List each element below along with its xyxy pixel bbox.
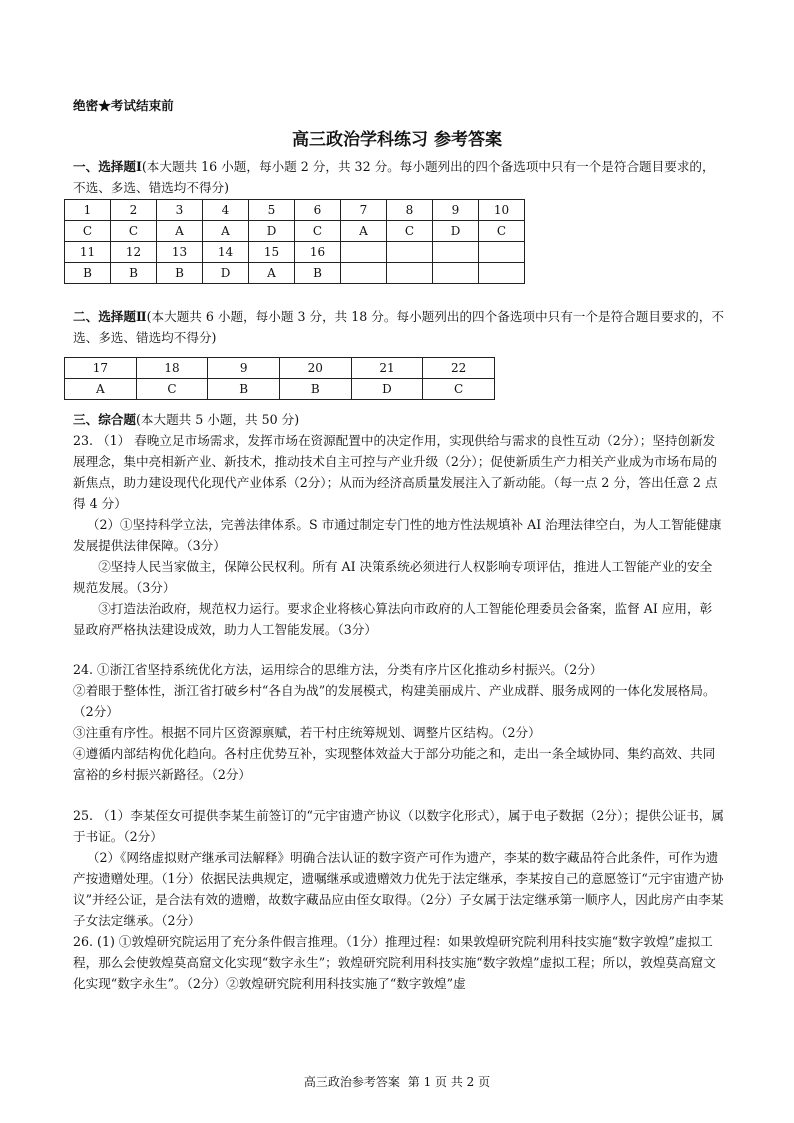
section2-heading: 二、选择题Ⅱ (73, 309, 147, 324)
section3-intro (73, 409, 724, 430)
table-cell: B (157, 263, 203, 284)
table-cell: 8 (387, 200, 433, 221)
table-cell: 5 (249, 200, 295, 221)
table-cell: D (351, 379, 423, 400)
q23-part2: （2）①坚持科学立法，完善法律体系。S 市通过制定专门性的地方性法规填补 AI 治理法律空白，为人工智能健康发展提供法律保障。（3分） (73, 517, 722, 553)
table-row (65, 242, 525, 263)
table-cell: 10 (479, 200, 525, 221)
table-cell: 1 (65, 200, 111, 221)
table-row (65, 200, 525, 221)
table-cell (341, 242, 387, 263)
q24-point2: ②着眼于整体性，浙江省打破乡村“各自为战”的发展模式，构建美丽成片、产业成群、服务成网的一体化发展格局。（2分） (73, 683, 716, 719)
table-cell: 6 (295, 200, 341, 221)
table-cell: A (203, 221, 249, 242)
table-cell: B (295, 263, 341, 284)
table-cell (433, 263, 479, 284)
table-cell: 9 (208, 358, 280, 379)
table-cell: 16 (295, 242, 341, 263)
question-26 (73, 931, 724, 994)
table-cell: C (111, 221, 157, 242)
table-cell: 21 (351, 358, 423, 379)
table-row (65, 263, 525, 284)
section1-description: (本大题共 16 小题，每小题 2 分，共 32 分。每小题列出的四个备选项中只有一个是符合题目要求的，不选、多选、错选均不得分) (73, 159, 715, 195)
q24-point3: ③注重有序性。根据不同片区资源禀赋，若干村庄统筹规划、调整片区结构。（2分） (73, 725, 541, 740)
table-row (65, 221, 525, 242)
table-cell: B (65, 263, 111, 284)
q23-part1: 23. （1） 春晚立足市场需求，发挥市场在资源配置中的决定作用，实现供给与需求的良性互动（2分）；坚持创新发展理念，集中亮相新产业、新技术，推动技术自主可控与产业升级（2分）；促使新质生产力相关产业成为市场布局的新焦点，助力建设现代化现代产业体系（2分）；从而为经济高质量发展注入了新动能。（每一点 2 分，答出任意 2 点得 4 分） (73, 433, 718, 511)
q24-point4: ④遵循内部结构优化趋向。各村庄优势互补，实现整体效益大于部分功能之和，走出一条全域协同、集约高效、共同富裕的乡村振兴新路径。（2分） (73, 746, 716, 782)
table-cell: B (208, 379, 280, 400)
q24-point1: 24. ①浙江省坚持系统优化方法，运用综合的思维方法，分类有序片区化推动乡村振兴。（2分） (73, 662, 603, 677)
section2-description: (本大题共 6 小题，每小题 3 分，共 18 分。每小题列出的四个备选项中只有一个是符合题目要求的，不选、多选、错选均不得分) (73, 309, 724, 345)
q25-part1: 25. （1）李某侄女可提供李某生前签订的“元宇宙遗产协议（以数字化形式），属于电子数据（2分）；提供公证书，属于书证。（2分） (73, 808, 724, 844)
q25-part2: （2）《网络虚拟财产继承司法解释》明确合法认证的数字资产可作为遗产，李某的数字藏品符合此条件，可作为遗产按遗赠处理。（1分）依据民法典规定，遗嘱继承或遗赠效力优先于法定继承，李某按自己的意愿签订“元宇宙遗产协议”并经公证，是合法有效的遗赠，故数字藏品应由侄女取得。（2分）子女属于法定继承第一顺序人，因此房产由李某子女法定继承。（2分） (73, 850, 724, 928)
table-cell (479, 263, 525, 284)
table-cell (479, 242, 525, 263)
footer-doc-name: 高三政治参考答案 (303, 1075, 400, 1089)
table-cell: C (295, 221, 341, 242)
table-cell (433, 242, 479, 263)
table-cell: 18 (136, 358, 208, 379)
table-row (65, 358, 495, 379)
table-cell (341, 263, 387, 284)
table-cell: 20 (279, 358, 351, 379)
table-cell: 2 (111, 200, 157, 221)
table-cell: D (249, 221, 295, 242)
table-cell: D (203, 263, 249, 284)
table-cell: D (433, 221, 479, 242)
section1-heading: 一、选择题Ⅰ (73, 159, 142, 174)
table-cell: 14 (203, 242, 249, 263)
page-footer (0, 1073, 794, 1091)
table-cell: C (136, 379, 208, 400)
question-24 (73, 659, 724, 785)
q26-part1: 26. (1) ①敦煌研究院运用了充分条件假言推理。（1分）推理过程：如果敦煌研究院利用科技实施“数字敦煌”虚拟工程，那么会使敦煌莫高窟文化实现“数字永生”；敦煌研究院利用科技实施“数字敦煌”虚拟工程；所以，敦煌莫高窟文化实现“数字永生”。（2分）②敦煌研究院利用科技实施了“数字敦煌”虚 (73, 934, 716, 991)
q23-point2: ②坚持人民当家做主，保障公民权利。所有 AI 决策系统必须进行人权影响专项评估，推进人工智能产业的安全规范发展。（3分） (73, 559, 713, 595)
question-23 (73, 430, 724, 640)
table-cell: 3 (157, 200, 203, 221)
section2-answer-table (64, 357, 495, 400)
table-cell: 15 (249, 242, 295, 263)
confidential-label: 绝密★考试结束前 (73, 98, 174, 113)
table-cell: 13 (157, 242, 203, 263)
table-cell: C (65, 221, 111, 242)
section1-answer-table (64, 199, 525, 284)
footer-page-number: 第 1 页 共 2 页 (407, 1075, 491, 1089)
table-cell: C (423, 379, 495, 400)
table-cell (387, 242, 433, 263)
table-cell: 22 (423, 358, 495, 379)
table-cell: 9 (433, 200, 479, 221)
table-cell: 12 (111, 242, 157, 263)
section2-intro (73, 306, 724, 348)
table-cell: 17 (65, 358, 137, 379)
q23-point3: ③打造法治政府，规范权力运行。要求企业将核心算法向市政府的人工智能伦理委员会备案，监督 AI 应用，彰显政府严格执法建设成效，助力人工智能发展。（3分） (73, 601, 713, 637)
table-cell: A (65, 379, 137, 400)
section3-heading: 三、综合题 (73, 412, 136, 427)
table-cell (387, 263, 433, 284)
question-25 (73, 805, 724, 931)
table-cell: A (341, 221, 387, 242)
table-cell: C (387, 221, 433, 242)
section1-intro (73, 156, 724, 198)
page-title: 高三政治学科练习 参考答案 (292, 130, 502, 150)
table-cell: B (279, 379, 351, 400)
table-cell: 4 (203, 200, 249, 221)
table-cell: C (479, 221, 525, 242)
table-cell: 11 (65, 242, 111, 263)
table-row (65, 379, 495, 400)
table-cell: B (111, 263, 157, 284)
section3-description: (本大题共 5 小题，共 50 分) (135, 412, 300, 427)
table-cell: 7 (341, 200, 387, 221)
table-cell: A (249, 263, 295, 284)
table-cell: A (157, 221, 203, 242)
